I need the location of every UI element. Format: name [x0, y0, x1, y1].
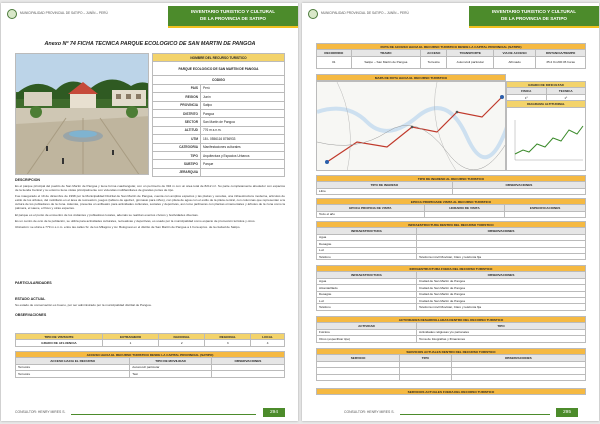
info-value: 776 m.s.n.m. [201, 126, 285, 134]
access-col-header: ACCESO HACIA EL RECURSO [16, 358, 130, 364]
access-cell: Taxi [130, 371, 212, 377]
table-cell: Teléfono [317, 253, 417, 259]
season-table: EPOCA PROPICIADE VISITA AL RECURSO TURISTICO EPOCA PROPICIA DE VISITA HORARIO DE VISITA ESPECIFICACIONES Todo el año [316, 198, 586, 218]
info-row [153, 151, 285, 159]
page-left [1, 3, 298, 421]
table-cell: Agua [317, 234, 417, 240]
infra-outside-table: INFRAESTRUCTURA FUERA DEL RECURSO TURISTICO INFRAESTRUCTURA OBSERVACIONES Agua Ciudad de San Martín de Pangoa Alcantarillado Ciudad de San Martín de Pangoa Desagüe Ciudad de San Martín de Pangoa Luz Ciudad de San Martín de Pangoa Teléfono Telefonía móvil Movistar, Claro y telefonía fija [316, 265, 586, 311]
access-col-header: TIPO DE MOVILIDAD [130, 358, 212, 364]
info-key: SUBTIPO [153, 160, 201, 168]
description-paragraph: Es el parque principal del pueblo de San Martín de Pangoa y tiene forma cuadrangular, con un perímetro de 394 m con un área total de 8212 m². Su parte completamente alrededor con espacios de la tienda Central y su entorno tiene vistas principalmente con viviendas multifamiliares de grandes portes de tipo. [15, 184, 285, 193]
route-cell: Afirmado [494, 56, 536, 68]
info-value [201, 168, 285, 176]
info-value: 18 L 0556116 8756933 [201, 135, 285, 143]
route-col-header: ACCESO [421, 50, 447, 56]
park-photo-image [16, 54, 149, 175]
visitor-col-header: NACIONAL [159, 334, 205, 340]
info-key: ALTITUD [153, 126, 201, 134]
info-key: UTM [153, 135, 201, 143]
table-cell: Telefonía móvil Movistar, Claro y telefonía fija [417, 304, 586, 310]
visitor-col-header: EXTRANJERO [102, 334, 158, 340]
table-cell: Desagüe [317, 291, 417, 297]
access-row [16, 371, 285, 377]
page-footer [302, 405, 599, 421]
route-col-header: TRANSPORTE [447, 50, 494, 56]
municipality-logo [308, 9, 318, 19]
route-cell: Automóvil particular [447, 56, 494, 68]
description-text [15, 184, 285, 231]
route-cell: 35.2 Km/00:45 horas [536, 56, 586, 68]
table-cell: Actividades religiosas y/o patronales [417, 329, 586, 335]
info-row [153, 118, 285, 126]
info-value: Perú [201, 84, 285, 92]
access-col-header: OBSERVACIONES [211, 358, 284, 364]
info-row [153, 93, 285, 101]
visitor-cell: 4 [251, 340, 285, 346]
inventory-band: INVENTARIO TURISTICO Y CULTURAL DE LA PROVINCIA DE SATIPO [168, 6, 298, 26]
difficulty-box: GRADO DE DIFICULTAD FISICA TECNICA 1º 1º DIAGRAMA ALTITUDINAL [506, 81, 586, 171]
info-row [153, 109, 285, 117]
observations-heading: OBSERVACIONES [15, 313, 47, 317]
table-cell: Ciudad de San Martín de Pangoa [417, 297, 586, 303]
route-col-header: VIA DE ACCESO [494, 50, 536, 56]
table-cell: Ciudad de San Martín de Pangoa [417, 278, 586, 284]
info-row [153, 168, 285, 176]
route-col-header: RECORRIDO [317, 50, 352, 56]
route-map-image [317, 82, 506, 171]
description-heading: DESCRIPCION [15, 178, 40, 182]
resource-info-table: NOMBRE DEL RECURSO TURISTICO PARQUE ECOLOGICO DE SAN MARTIN DE PANGOA CODIGO PAIS Perú REGION Junín PROVINCIA Satipo DISTRITO Pangoa SECTOR San Martin de Pangoa ALTITUD 776 m.s.n.m. UTM 18 L 0556116 8756933 CATEGORIA Manifestaciones culturales TIPO Arquitectura y Espacios Urbanos SUBTIPO Parque JERARQUIA [152, 53, 285, 177]
info-key: SECTOR [153, 118, 201, 126]
elevation-diagram [509, 116, 585, 166]
table-cell: Teléfono [317, 304, 417, 310]
page-number: 294 [263, 408, 285, 417]
table-cell: Otros (especificar tipo) [317, 336, 417, 342]
info-row [153, 101, 285, 109]
info-key: PAIS [153, 84, 201, 92]
route-cell: 01 [317, 56, 352, 68]
municipality-logo [7, 9, 17, 19]
table-cell: Desagüe [317, 241, 417, 247]
table-cell: Alcantarillado [317, 285, 417, 291]
inventory-band: INVENTARIO TURISTICO Y CULTURAL DE LA PROVINCIA DE SATIPO [469, 6, 599, 26]
visitor-col-header: REGIONAL [205, 334, 251, 340]
page-header [302, 3, 599, 33]
consultant: CONSULTOR: HENRY MIRES S. [344, 410, 395, 414]
table-cell: Ciudad de San Martín de Pangoa [417, 291, 586, 297]
visitor-col-header: LOCAL [251, 334, 285, 340]
table-row [317, 304, 586, 310]
page-right [302, 3, 599, 421]
table-cell: Ciudad de San Martín de Pangoa [417, 285, 586, 291]
info-value: Parque [201, 160, 285, 168]
info-key: CATEGORIA [153, 143, 201, 151]
status-heading: ESTADO ACTUAL [15, 297, 46, 301]
page-header [1, 3, 298, 33]
entry-table: TIPO DE INGRESO AL RECURSO TURISTICO TIPO DE INGRESO OBSERVACIONES Libre [316, 175, 586, 195]
access-cell: Terrestre [16, 371, 130, 377]
description-paragraph: El parque es el punto de encuentro de los visitantes y pobladores locales, además se realizan eventos cívicos y festividades diversas. [15, 212, 199, 217]
info-key: PROVINCIA [153, 101, 201, 109]
route-cell: Satipo – San Martin de Pangoa [351, 56, 420, 68]
description-paragraph: Es un centro de ocio de la población, se utiliza para actividades culturales, recreativas y deportivas, es usado por la municipalidad como espacio de promoción turística y otros. [15, 218, 256, 223]
table-cell: Luz [317, 247, 417, 253]
municipality-name: MUNICIPALIDAD PROVINCIAL DE SATIPO – JUNÍN – PERÚ [20, 11, 108, 15]
consultant: CONSULTOR: HENRY MIRES S. [15, 410, 66, 414]
info-row [153, 135, 285, 143]
table-cell: Telefonía móvil Movistar, Claro y telefonía fija [417, 253, 586, 259]
info-row [153, 160, 285, 168]
status-text: Su estado de conservación es bueno, por ser administrado por la municipalidad distrital de Pangoa. [15, 303, 152, 307]
route-map [316, 81, 506, 171]
services-inside-table: SERVICIOS ACTUALES DENTRO DEL RECURSO TURISTICO SERVICIO TIPO OBSERVACIONES [316, 348, 586, 381]
visitor-table [15, 333, 285, 347]
info-value: Manifestaciones culturales [201, 143, 285, 151]
route-table: RUTA DE ACCESO HACIA EL RECURSO TURISTICO DESDE LA CAPITAL PROVINCIAL (SATIPO) RECORRIDO TRAMO ACCESO TRANSPORTE VIA DE ACCESO DISTANCIA/TIEMPO 01 Satipo – San Martin de Pangoa Terrestre Automóvil particular Afirmado 35.2 Km/00:45 horas [316, 43, 586, 69]
park-photo [15, 53, 149, 175]
info-key: REGION [153, 93, 201, 101]
table-cell: Agua [317, 278, 417, 284]
activities-table: ACTIVIDADES DESARROLLADAS DENTRO DEL RECURSO TURISTICO ACTIVIDAD TIPO Folclore Actividades religiosas y/o patronales Otros (especificar tipo) Toma de fotografías y filmaciones [316, 316, 586, 343]
route-col-header: TRAMO [351, 50, 420, 56]
resource-name: PARQUE ECOLOGICO DE SAN MARTIN DE PANGOA [153, 62, 285, 76]
info-value: Satipo [201, 101, 285, 109]
table-cell: Luz [317, 297, 417, 303]
route-col-header: DISTANCIA/TIEMPO [536, 50, 586, 56]
visitor-cell: 2 [159, 340, 205, 346]
page-number: 295 [556, 408, 578, 417]
access-cell: Automóvil particular [130, 364, 212, 370]
info-key: TIPO [153, 151, 201, 159]
infra-inside-table: INFRAESTRUCTURA DENTRO DEL RECURSO TURISTICO INFRAESTRUCTURA OBSERVACIONES Agua Desagüe Luz Teléfono Telefonía móvil Movistar, Claro y telefonía fija [316, 221, 586, 260]
visitor-cell: GRADO DE AFLUENCIA [16, 340, 103, 346]
table-row [317, 253, 586, 259]
description-paragraph: Ubicación: se ubica a 779 m.s.n.m. entre las calles Sr. de los Milagros y Av. Bolognesi en el distrito de San Martín de Pangoa a 1 hora aprox. de la ciudad de Satipo. [15, 224, 241, 229]
visitor-cell: 1 [102, 340, 158, 346]
info-key: DISTRITO [153, 109, 201, 117]
table-row [317, 336, 586, 342]
info-value: Pangoa [201, 109, 285, 117]
info-row [153, 143, 285, 151]
info-value: Arquitectura y Espacios Urbanos [201, 151, 285, 159]
access-cell [211, 371, 284, 377]
table-cell: Folclore [317, 329, 417, 335]
access-table: ACCESO HACIA EL RECURSO TURISTICO DESDE LA CAPITAL PROVINCIAL (SATIPO) ACCESO HACIA EL RECURSO TIPO DE MOVILIDAD OBSERVACIONES Terrestre Automóvil particular Terrestre Taxi [15, 351, 285, 378]
map-title-row: MAPA DE RUTA HACIA EL RECURSO TURISTICO [316, 74, 506, 81]
route-cell: Terrestre [421, 56, 447, 68]
info-key: JERARQUIA [153, 168, 201, 176]
municipality-name: MUNICIPALIDAD PROVINCIAL DE SATIPO – JUNÍN – PERÚ [321, 11, 409, 15]
info-row [153, 126, 285, 134]
access-cell: Terrestre [16, 364, 130, 370]
visitor-cell: 3 [205, 340, 251, 346]
sheet-title: Anexo Nº 74 FICHA TECNICA PARQUE ECOLOGICO DE SAN MARTIN DE PANGOA [44, 41, 256, 47]
services-outside-table: SERVICIOS ACTUALES FUERA DEL RECURSO TURISTICO [316, 388, 586, 395]
info-value: San Martin de Pangoa [201, 118, 285, 126]
table-cell: Toma de fotografías y filmaciones [417, 336, 586, 342]
info-value: Junín [201, 93, 285, 101]
info-row [153, 84, 285, 92]
description-paragraph: Fue inaugurado el 19 de diciembre de 1998 por la Municipalidad Distrital de San Martín de Pangoa, cuenta con amplios espacios y las plazas y veredas, una infraestructura moderna, artículos de estilo de los árboles, del mobiliario en el área de recreación, juegos (tablero de ajedrez, gimnasio para niños), con pileta de agua con el estilo de la pileta central, con columnas que representan a la cultura de los pobladores de la zona. Además, presenta un anfiteatro para actividades culturales, sociales y deportivas, así como jardineras con plantas ornamentales y árboles de la zona como la palmera, el sauce, el ficus y otras especies. [15, 194, 285, 211]
visitor-col-header: TIPO DE VISITANTE [16, 334, 103, 340]
particularities-heading: PARTICULARIDADES [15, 281, 52, 285]
page-footer [1, 405, 298, 421]
